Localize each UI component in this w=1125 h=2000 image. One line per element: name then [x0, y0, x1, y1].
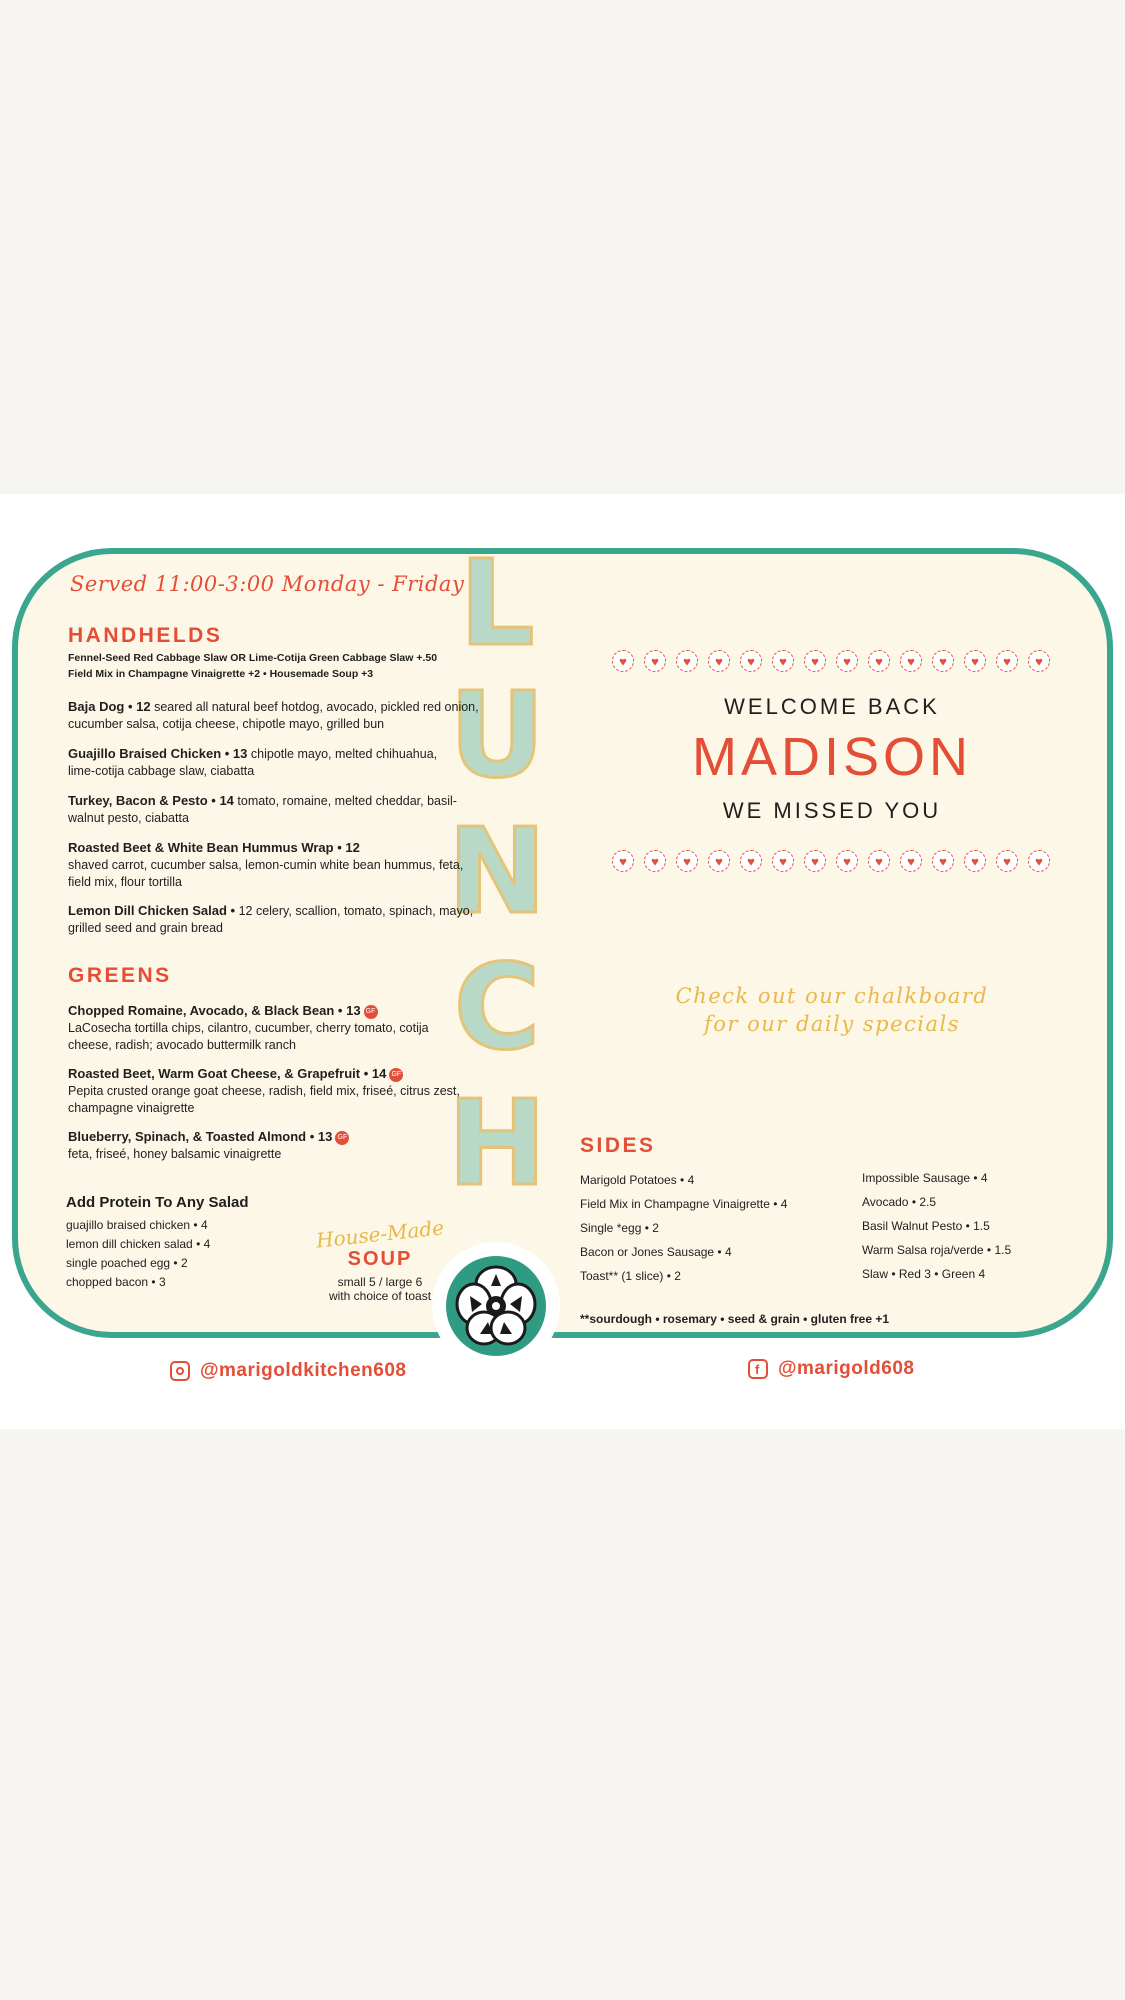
- facebook-handle[interactable]: [748, 1358, 914, 1380]
- lunch-letter-h: H: [447, 1074, 547, 1212]
- menu-item-chopped-romaine: [68, 1002, 458, 1054]
- side-item: Marigold Potatoes • 4: [580, 1173, 695, 1187]
- marigold-logo: [432, 1242, 560, 1370]
- lunch-letter-l: L: [459, 548, 535, 672]
- side-item: Bacon or Jones Sausage • 4: [580, 1245, 732, 1259]
- sides-column-1: [580, 1168, 787, 1288]
- menu-item-roasted-beet-goat-cheese: [68, 1065, 468, 1117]
- handhelds-side-note: Field Mix in Champagne Vinaigrette +2 • Housemade Soup +3: [68, 668, 374, 680]
- item-name: Baja Dog • 12: [68, 699, 151, 714]
- protein-item: chopped bacon • 3: [66, 1275, 166, 1289]
- handhelds-slaw-note: Fennel-Seed Red Cabbage Slaw OR Lime-Cotija Green Cabbage Slaw +.50: [68, 652, 438, 664]
- heart-icon: ♥: [900, 650, 922, 672]
- item-desc: Pepita crusted orange goat cheese, radish, field mix, friseé, citrus zest, champagne vinaigrette: [68, 1084, 460, 1115]
- instagram-icon: [170, 1361, 190, 1381]
- soup-kicker: House-Made: [314, 1215, 446, 1253]
- heart-icon: ♥: [804, 650, 826, 672]
- instagram-text: @marigoldkitchen608: [200, 1360, 407, 1381]
- menu-card: [12, 548, 1113, 1338]
- menu-item-guajillo-chicken: [68, 745, 448, 780]
- side-item: Toast** (1 slice) • 2: [580, 1269, 681, 1283]
- heart-icon: ♥: [932, 850, 954, 872]
- menu-item-lemon-dill-chicken: [68, 902, 498, 937]
- menu-item-turkey-bacon-pesto: [68, 792, 468, 827]
- heart-row-top: [612, 650, 1052, 672]
- side-item: Slaw • Red 3 • Green 4: [862, 1267, 986, 1281]
- heart-icon: ♥: [932, 650, 954, 672]
- lunch-letter-n: N: [447, 802, 547, 940]
- menu-item-baja-dog: [68, 698, 508, 733]
- soup-sizes: small 5 / large 6: [337, 1275, 423, 1289]
- item-name: Lemon Dill Chicken Salad •: [68, 903, 236, 918]
- protein-item: single poached egg • 2: [66, 1256, 188, 1270]
- item-name: Chopped Romaine, Avocado, & Black Bean • 13: [68, 1003, 361, 1018]
- protein-list: [66, 1216, 210, 1292]
- lunch-letter-c: C: [453, 938, 541, 1076]
- side-item: Impossible Sausage • 4: [862, 1171, 988, 1185]
- soup-toast: with choice of toast: [328, 1289, 432, 1303]
- heart-icon: ♥: [740, 850, 762, 872]
- heart-icon: ♥: [772, 650, 794, 672]
- handhelds-title: HANDHELDS: [68, 624, 223, 647]
- gluten-free-icon: GF: [389, 1068, 403, 1082]
- item-name: Blueberry, Spinach, & Toasted Almond • 13: [68, 1129, 333, 1144]
- heart-icon: ♥: [772, 850, 794, 872]
- gluten-free-icon: GF: [364, 1005, 378, 1019]
- heart-icon: ♥: [964, 650, 986, 672]
- toast-note: **sourdough • rosemary • seed & grain • gluten free +1: [580, 1312, 890, 1326]
- item-name: Guajillo Braised Chicken • 13: [68, 746, 248, 761]
- item-name: Turkey, Bacon & Pesto • 14: [68, 793, 234, 808]
- side-item: Field Mix in Champagne Vinaigrette • 4: [580, 1197, 788, 1211]
- protein-title: Add Protein To Any Salad: [66, 1194, 249, 1211]
- item-desc: seared all natural beef hotdog, avocado, pickled red onion, cucumber salsa, cotija cheese, chipotle mayo, grilled bun: [68, 700, 479, 731]
- heart-icon: ♥: [612, 850, 634, 872]
- heart-icon: ♥: [676, 650, 698, 672]
- logo-badge: [446, 1256, 546, 1356]
- heart-icon: ♥: [836, 850, 858, 872]
- heart-row-bottom: [612, 850, 1052, 872]
- item-desc: LaCosecha tortilla chips, cilantro, cucumber, cherry tomato, cotija cheese, radish; avocado buttermilk ranch: [68, 1021, 429, 1052]
- heart-icon: ♥: [900, 850, 922, 872]
- heart-icon: ♥: [708, 650, 730, 672]
- item-name: Roasted Beet, Warm Goat Cheese, & Grapefruit • 14: [68, 1066, 387, 1081]
- gluten-free-icon: GF: [335, 1131, 349, 1145]
- heart-icon: ♥: [868, 650, 890, 672]
- flower-icon: [446, 1256, 546, 1356]
- heart-icon: ♥: [708, 850, 730, 872]
- side-item: Basil Walnut Pesto • 1.5: [862, 1219, 990, 1233]
- greens-title: GREENS: [68, 964, 172, 987]
- soup-title: SOUP: [347, 1248, 413, 1270]
- protein-item: lemon dill chicken salad • 4: [66, 1237, 211, 1251]
- item-name: Roasted Beet & White Bean Hummus Wrap • 12: [68, 840, 360, 855]
- item-desc: tomato, romaine, melted cheddar, basil-walnut pesto, ciabatta: [68, 794, 457, 825]
- heart-icon: ♥: [804, 850, 826, 872]
- instagram-handle[interactable]: [170, 1360, 406, 1382]
- item-desc: feta, friseé, honey balsamic vinaigrette: [68, 1147, 282, 1161]
- facebook-text: @marigold608: [778, 1358, 915, 1379]
- welcome-back: WELCOME BACK: [724, 694, 940, 719]
- item-desc: chipotle mayo, melted chihuahua, lime-cotija cabbage slaw, ciabatta: [68, 747, 438, 778]
- item-desc: shaved carrot, cucumber salsa, lemon-cumin white bean hummus, feta, field mix, flour tortilla: [68, 858, 464, 889]
- item-desc: 12 celery, scallion, tomato, spinach, mayo, grilled seed and grain bread: [68, 904, 474, 935]
- menu-item-blueberry-spinach: [68, 1128, 468, 1163]
- menu-item-beet-hummus-wrap: [68, 839, 488, 891]
- heart-icon: ♥: [996, 850, 1018, 872]
- served-hours: Served 11:00-3:00 Monday - Friday: [70, 572, 465, 596]
- chalkboard-line-2: for our daily specials: [703, 1012, 961, 1036]
- heart-icon: ♥: [868, 850, 890, 872]
- heart-icon: ♥: [644, 850, 666, 872]
- sides-title: SIDES: [580, 1134, 656, 1157]
- heart-icon: ♥: [836, 650, 858, 672]
- heart-icon: ♥: [996, 650, 1018, 672]
- chalkboard-line-1: Check out our chalkboard: [675, 984, 989, 1008]
- heart-icon: ♥: [964, 850, 986, 872]
- chalkboard-note: [612, 982, 1052, 1038]
- heart-icon: ♥: [644, 650, 666, 672]
- sides-column-2: [862, 1166, 1011, 1286]
- heart-icon: ♥: [1028, 650, 1050, 672]
- heart-icon: ♥: [612, 650, 634, 672]
- protein-item: guajillo braised chicken • 4: [66, 1218, 208, 1232]
- side-item: Avocado • 2.5: [862, 1195, 937, 1209]
- side-item: Warm Salsa roja/verde • 1.5: [862, 1243, 1012, 1257]
- facebook-icon: f: [748, 1359, 768, 1379]
- missed-you: WE MISSED YOU: [722, 798, 942, 823]
- city-name: MADISON: [691, 727, 973, 787]
- heart-icon: ♥: [740, 650, 762, 672]
- heart-icon: ♥: [1028, 850, 1050, 872]
- heart-icon: ♥: [676, 850, 698, 872]
- side-item: Single *egg • 2: [580, 1221, 659, 1235]
- lunch-letter-u: U: [449, 666, 545, 804]
